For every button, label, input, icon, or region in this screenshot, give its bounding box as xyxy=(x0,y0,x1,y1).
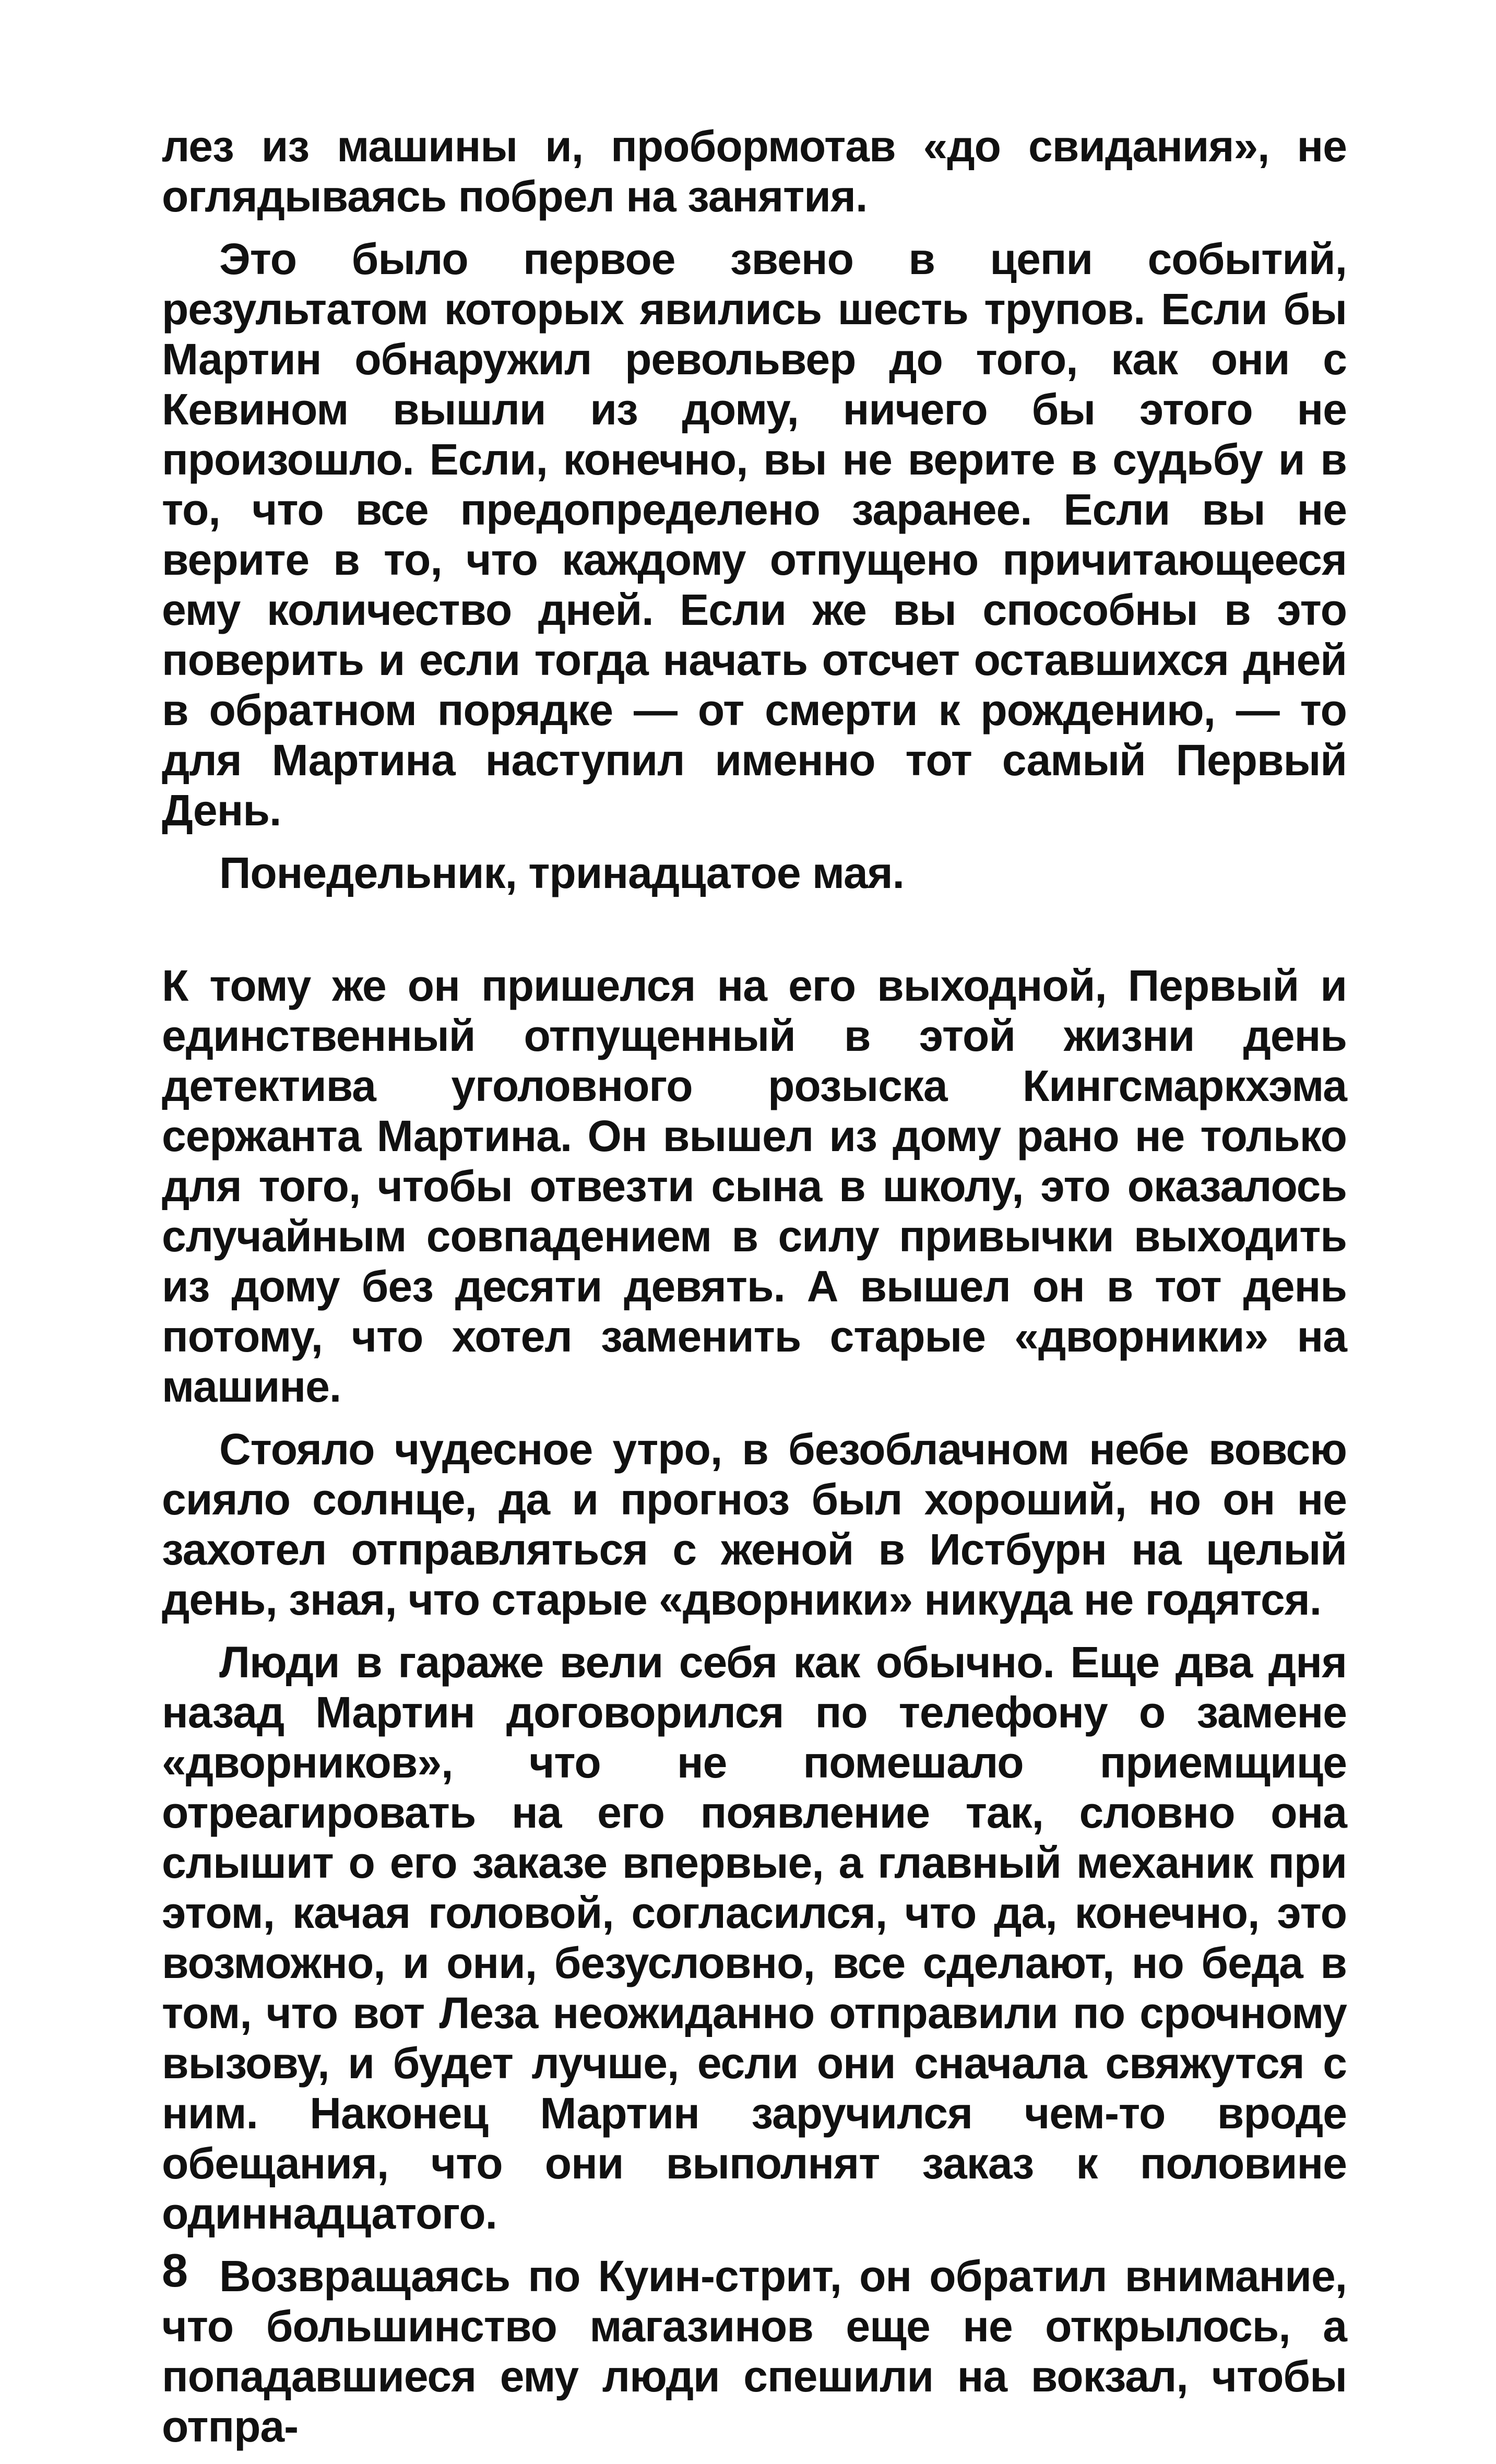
page-number: 8 xyxy=(162,2245,188,2297)
paragraph-4: К тому же он пришелся на его выходной, Первый и единственный отпущенный в этой жизни день детектива уголовного розыска Кингсмаркхэма сержанта Мартина. Он вышел из дому рано не только для того, чтобы отвезти сына в школу, это оказалось случайным совпадением в силу привычки выходить из дому без десяти девять. А вышел он в тот день потому, что хотел заменить старые «дворники» на машине. xyxy=(162,961,1347,1411)
paragraph-6: Люди в гараже вели себя как обычно. Еще два дня назад Мартин договорился по телефону о замене «дворников», что не помешало приемщице отреагировать на его появление так, словно она слышит о его заказе впервые, а главный механик при этом, качая головой, согласился, что да, конечно, это возможно, и они, безусловно, все сделают, но беда в том, что вот Леза неожиданно отправили по срочному вызову, и будет лучше, если они сначала свяжутся с ним. Наконец Мартин заручился чем-то вроде обещания, что они выполнят заказ к половине одиннадцатого. xyxy=(162,1638,1347,2238)
paragraph-3: Понедельник, тринадцатое мая. xyxy=(219,848,905,897)
paragraph-7: Возвращаясь по Куин-стрит, он обратил внимание, что большинство магазинов еще не открылось, а попадавшиеся ему люди спешили на вокзал, чтобы отпра- xyxy=(162,2252,1347,2451)
body-text xyxy=(162,121,1347,2464)
paragraph-5: Стояло чудесное утро, в безоблачном небе вовсю сияло солнце, да и прогноз был хороший, но он не захотел отправляться с женой в Истбурн на целый день, зная, что старые «дворники» никуда не годятся. xyxy=(162,1425,1347,1624)
paragraph-2: Это было первое звено в цепи событий, результатом которых явились шесть трупов. Если бы Мартин обнаружил револьвер до того, как они с Кевином вышли из дому, ничего бы этого не произошло. Если, конечно, вы не верите в судьбу и в то, что все предопределено заранее. Если вы не верите в то, что каждому отпущено причитающееся ему количество дней. Если же вы способны в это поверить и если тогда начать отсчет оставшихся дней в обратном порядке — от смерти к рождению, — то для Мартина наступил именно тот самый Первый День. xyxy=(162,234,1347,835)
paragraph-1: лез из машины и, пробормотав «до свидания», не оглядываясь побрел на занятия. xyxy=(162,122,1347,221)
